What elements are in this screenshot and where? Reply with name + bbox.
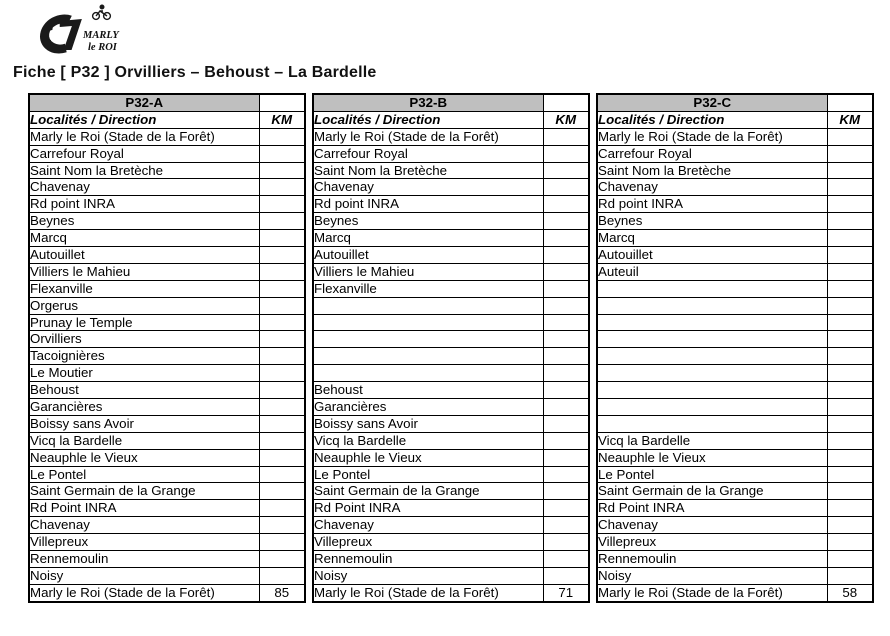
km-cell <box>543 314 589 331</box>
table-row <box>313 534 589 551</box>
club-name-leroi: le ROI <box>88 42 117 53</box>
km-cell <box>543 399 589 416</box>
localities-column-header: Localités / Direction <box>29 111 259 128</box>
km-cell <box>827 162 873 179</box>
table-row <box>313 382 589 399</box>
km-cell <box>827 449 873 466</box>
table-row <box>313 297 589 314</box>
table-row <box>597 196 873 213</box>
locality-cell: Saint Nom la Bretèche <box>313 162 543 179</box>
locality-cell: Marcq <box>313 230 543 247</box>
km-cell <box>259 551 305 568</box>
km-cell <box>827 331 873 348</box>
locality-cell: Auteuil <box>597 263 827 280</box>
km-cell <box>259 534 305 551</box>
km-cell <box>543 213 589 230</box>
table-row <box>313 500 589 517</box>
locality-cell: Vicq la Bardelle <box>313 432 543 449</box>
table-row <box>29 213 305 230</box>
locality-cell: Villepreux <box>29 534 259 551</box>
km-cell <box>827 145 873 162</box>
km-cell <box>259 449 305 466</box>
table-row <box>597 280 873 297</box>
table-row <box>313 213 589 230</box>
locality-cell: Noisy <box>597 567 827 584</box>
locality-cell: Carrefour Royal <box>597 145 827 162</box>
locality-cell: Neauphle le Vieux <box>313 449 543 466</box>
km-cell <box>543 432 589 449</box>
locality-cell: Marly le Roi (Stade de la Forêt) <box>29 128 259 145</box>
km-cell <box>543 500 589 517</box>
km-cell <box>827 179 873 196</box>
km-column-header: KM <box>259 111 305 128</box>
cyclist-icon <box>93 5 111 19</box>
locality-cell: Marly le Roi (Stade de la Forêt) <box>597 128 827 145</box>
km-cell <box>827 382 873 399</box>
km-cell <box>259 466 305 483</box>
table-row <box>597 247 873 264</box>
table-row <box>313 584 589 601</box>
table-row <box>29 128 305 145</box>
variant-header-row <box>29 94 305 111</box>
table-row <box>597 230 873 247</box>
table-row <box>29 365 305 382</box>
column-header-row <box>313 111 589 128</box>
locality-cell: Orgerus <box>29 297 259 314</box>
km-cell <box>543 348 589 365</box>
km-cell <box>259 128 305 145</box>
km-cell <box>543 551 589 568</box>
km-cell <box>827 500 873 517</box>
locality-cell: Rd point INRA <box>29 196 259 213</box>
table-row <box>29 280 305 297</box>
locality-cell: Rennemoulin <box>597 551 827 568</box>
table-row <box>313 247 589 264</box>
table-row <box>597 584 873 601</box>
locality-cell: Rennemoulin <box>29 551 259 568</box>
km-cell <box>543 466 589 483</box>
km-cell <box>827 466 873 483</box>
table-row <box>29 247 305 264</box>
locality-cell: Tacoignières <box>29 348 259 365</box>
locality-cell: Boissy sans Avoir <box>313 415 543 432</box>
km-cell <box>259 331 305 348</box>
table-row <box>597 567 873 584</box>
km-cell <box>259 500 305 517</box>
locality-cell <box>313 314 543 331</box>
table-row <box>597 534 873 551</box>
locality-cell: Boissy sans Avoir <box>29 415 259 432</box>
locality-cell: Saint Germain de la Grange <box>29 483 259 500</box>
table-row <box>29 567 305 584</box>
localities-column-header: Localités / Direction <box>597 111 827 128</box>
page-title: Fiche [ P32 ] Orvilliers – Behoust – La Bardelle <box>13 64 377 81</box>
locality-cell <box>597 280 827 297</box>
table-row <box>29 517 305 534</box>
table-row <box>29 297 305 314</box>
km-total-cell: 85 <box>259 584 305 601</box>
km-cell <box>259 432 305 449</box>
locality-cell: Orvilliers <box>29 331 259 348</box>
locality-cell: Villiers le Mahieu <box>313 263 543 280</box>
table-row <box>313 314 589 331</box>
route-table-2 <box>312 93 590 603</box>
locality-cell <box>597 348 827 365</box>
table-row <box>597 331 873 348</box>
locality-cell <box>313 297 543 314</box>
locality-cell: Marcq <box>597 230 827 247</box>
column-header-row <box>597 111 873 128</box>
km-total-cell: 71 <box>543 584 589 601</box>
table-row <box>313 365 589 382</box>
km-cell <box>827 230 873 247</box>
km-cell <box>543 145 589 162</box>
table-row <box>29 230 305 247</box>
km-cell <box>543 415 589 432</box>
km-cell <box>543 128 589 145</box>
km-cell <box>259 145 305 162</box>
km-cell <box>827 263 873 280</box>
locality-cell: Behoust <box>29 382 259 399</box>
locality-cell <box>597 415 827 432</box>
table-row <box>313 483 589 500</box>
locality-cell <box>313 331 543 348</box>
locality-cell: Marly le Roi (Stade de la Forêt) <box>313 128 543 145</box>
table-row <box>597 145 873 162</box>
locality-cell <box>597 314 827 331</box>
km-cell <box>259 399 305 416</box>
club-name-marly: MARLY <box>83 30 119 41</box>
km-cell <box>543 365 589 382</box>
locality-cell: Villepreux <box>313 534 543 551</box>
km-cell <box>827 483 873 500</box>
table-row <box>313 432 589 449</box>
locality-cell: Rd point INRA <box>313 196 543 213</box>
locality-cell: Chavenay <box>29 179 259 196</box>
variant-title-km-spacer <box>259 94 305 111</box>
table-row <box>29 145 305 162</box>
locality-cell <box>597 297 827 314</box>
table-row <box>29 348 305 365</box>
table-row <box>597 432 873 449</box>
km-cell <box>827 314 873 331</box>
table-row <box>597 314 873 331</box>
locality-cell: Prunay le Temple <box>29 314 259 331</box>
km-cell <box>259 483 305 500</box>
locality-cell: Saint Nom la Bretèche <box>29 162 259 179</box>
km-cell <box>827 297 873 314</box>
km-cell <box>543 297 589 314</box>
table-row <box>313 517 589 534</box>
table-row <box>313 348 589 365</box>
locality-cell: Marly le Roi (Stade de la Forêt) <box>313 584 543 601</box>
km-total-cell: 58 <box>827 584 873 601</box>
route-tables <box>28 93 874 603</box>
locality-cell: Autouillet <box>597 247 827 264</box>
locality-cell: Le Pontel <box>29 466 259 483</box>
locality-cell: Chavenay <box>597 517 827 534</box>
table-row <box>29 551 305 568</box>
variant-title: P32-A <box>29 94 259 111</box>
locality-cell: Chavenay <box>29 517 259 534</box>
km-cell <box>259 567 305 584</box>
km-cell <box>259 517 305 534</box>
table-row <box>597 382 873 399</box>
table-row <box>597 162 873 179</box>
km-cell <box>827 213 873 230</box>
table-row <box>29 399 305 416</box>
club-logo <box>26 4 126 64</box>
table-row <box>597 517 873 534</box>
table-row <box>29 466 305 483</box>
km-cell <box>543 483 589 500</box>
locality-cell: Le Pontel <box>597 466 827 483</box>
km-cell <box>259 196 305 213</box>
locality-cell: Le Pontel <box>313 466 543 483</box>
locality-cell: Flexanville <box>313 280 543 297</box>
locality-cell: Le Moutier <box>29 365 259 382</box>
km-cell <box>543 534 589 551</box>
km-cell <box>259 247 305 264</box>
table-row <box>597 551 873 568</box>
table-row <box>313 280 589 297</box>
km-cell <box>827 196 873 213</box>
locality-cell: Garancières <box>29 399 259 416</box>
locality-cell: Flexanville <box>29 280 259 297</box>
locality-cell: Marly le Roi (Stade de la Forêt) <box>29 584 259 601</box>
locality-cell: Noisy <box>29 567 259 584</box>
km-cell <box>543 449 589 466</box>
km-cell <box>543 567 589 584</box>
variant-title: P32-B <box>313 94 543 111</box>
table-row <box>313 230 589 247</box>
table-row <box>29 314 305 331</box>
table-row <box>29 263 305 280</box>
table-row <box>597 179 873 196</box>
locality-cell <box>597 382 827 399</box>
km-cell <box>827 534 873 551</box>
km-cell <box>543 263 589 280</box>
km-cell <box>259 348 305 365</box>
route-table-1 <box>28 93 306 603</box>
table-row <box>313 551 589 568</box>
table-row <box>597 449 873 466</box>
locality-cell: Garancières <box>313 399 543 416</box>
locality-cell: Marcq <box>29 230 259 247</box>
km-cell <box>827 567 873 584</box>
locality-cell: Beynes <box>29 213 259 230</box>
locality-cell: Behoust <box>313 382 543 399</box>
km-cell <box>259 297 305 314</box>
km-cell <box>543 196 589 213</box>
km-cell <box>259 314 305 331</box>
locality-cell: Rd Point INRA <box>313 500 543 517</box>
locality-cell: Neauphle le Vieux <box>597 449 827 466</box>
variant-header-row <box>597 94 873 111</box>
table-row <box>597 483 873 500</box>
locality-cell: Beynes <box>313 213 543 230</box>
km-cell <box>259 382 305 399</box>
table-row <box>29 483 305 500</box>
table-row <box>29 432 305 449</box>
locality-cell: Villepreux <box>597 534 827 551</box>
locality-cell: Vicq la Bardelle <box>29 432 259 449</box>
table-row <box>597 365 873 382</box>
km-cell <box>543 382 589 399</box>
km-cell <box>827 399 873 416</box>
column-header-row <box>29 111 305 128</box>
locality-cell: Carrefour Royal <box>313 145 543 162</box>
club-logo-icon <box>26 4 126 64</box>
table-row <box>313 449 589 466</box>
locality-cell: Chavenay <box>313 517 543 534</box>
locality-cell: Saint Nom la Bretèche <box>597 162 827 179</box>
km-cell <box>827 432 873 449</box>
km-cell <box>827 517 873 534</box>
table-row <box>597 263 873 280</box>
table-row <box>29 196 305 213</box>
km-cell <box>543 247 589 264</box>
locality-cell: Chavenay <box>597 179 827 196</box>
locality-cell: Beynes <box>597 213 827 230</box>
locality-cell <box>597 365 827 382</box>
route-table-3 <box>596 93 874 603</box>
locality-cell: Vicq la Bardelle <box>597 432 827 449</box>
locality-cell: Rd point INRA <box>597 196 827 213</box>
table-row <box>597 213 873 230</box>
table-row <box>313 263 589 280</box>
km-cell <box>827 247 873 264</box>
locality-cell: Autouillet <box>313 247 543 264</box>
table-row <box>597 297 873 314</box>
table-row <box>597 415 873 432</box>
table-row <box>29 179 305 196</box>
table-row <box>29 500 305 517</box>
km-cell <box>827 128 873 145</box>
localities-column-header: Localités / Direction <box>313 111 543 128</box>
table-row <box>313 466 589 483</box>
km-cell <box>259 415 305 432</box>
table-row <box>313 162 589 179</box>
table-row <box>29 449 305 466</box>
km-cell <box>827 348 873 365</box>
locality-cell <box>313 365 543 382</box>
locality-cell: Carrefour Royal <box>29 145 259 162</box>
table-row <box>597 500 873 517</box>
table-row <box>313 196 589 213</box>
table-row <box>313 179 589 196</box>
km-cell <box>543 179 589 196</box>
table-row <box>29 382 305 399</box>
km-cell <box>543 162 589 179</box>
km-cell <box>259 213 305 230</box>
km-cell <box>259 280 305 297</box>
km-cell <box>827 551 873 568</box>
locality-cell: Neauphle le Vieux <box>29 449 259 466</box>
locality-cell: Chavenay <box>313 179 543 196</box>
table-row <box>313 567 589 584</box>
km-cell <box>259 263 305 280</box>
locality-cell: Rennemoulin <box>313 551 543 568</box>
table-row <box>313 128 589 145</box>
km-cell <box>827 365 873 382</box>
locality-cell: Marly le Roi (Stade de la Forêt) <box>597 584 827 601</box>
locality-cell: Rd Point INRA <box>29 500 259 517</box>
km-cell <box>543 517 589 534</box>
table-row <box>313 331 589 348</box>
km-cell <box>259 230 305 247</box>
locality-cell: Saint Germain de la Grange <box>597 483 827 500</box>
table-row <box>597 399 873 416</box>
variant-title-km-spacer <box>827 94 873 111</box>
km-cell <box>543 280 589 297</box>
locality-cell <box>597 331 827 348</box>
locality-cell: Noisy <box>313 567 543 584</box>
km-column-header: KM <box>827 111 873 128</box>
table-row <box>313 399 589 416</box>
km-cell <box>827 415 873 432</box>
km-cell <box>827 280 873 297</box>
table-row <box>29 584 305 601</box>
km-cell <box>259 162 305 179</box>
table-row <box>29 534 305 551</box>
table-row <box>313 415 589 432</box>
table-row <box>597 128 873 145</box>
locality-cell: Autouillet <box>29 247 259 264</box>
km-cell <box>543 331 589 348</box>
table-row <box>597 348 873 365</box>
table-row <box>29 162 305 179</box>
variant-title-km-spacer <box>543 94 589 111</box>
km-cell <box>543 230 589 247</box>
table-row <box>29 415 305 432</box>
locality-cell: Rd Point INRA <box>597 500 827 517</box>
locality-cell: Villiers le Mahieu <box>29 263 259 280</box>
locality-cell <box>313 348 543 365</box>
km-cell <box>259 365 305 382</box>
table-row <box>313 145 589 162</box>
table-row <box>29 331 305 348</box>
table-row <box>597 466 873 483</box>
variant-header-row <box>313 94 589 111</box>
variant-title: P32-C <box>597 94 827 111</box>
km-cell <box>259 179 305 196</box>
km-column-header: KM <box>543 111 589 128</box>
locality-cell <box>597 399 827 416</box>
locality-cell: Saint Germain de la Grange <box>313 483 543 500</box>
